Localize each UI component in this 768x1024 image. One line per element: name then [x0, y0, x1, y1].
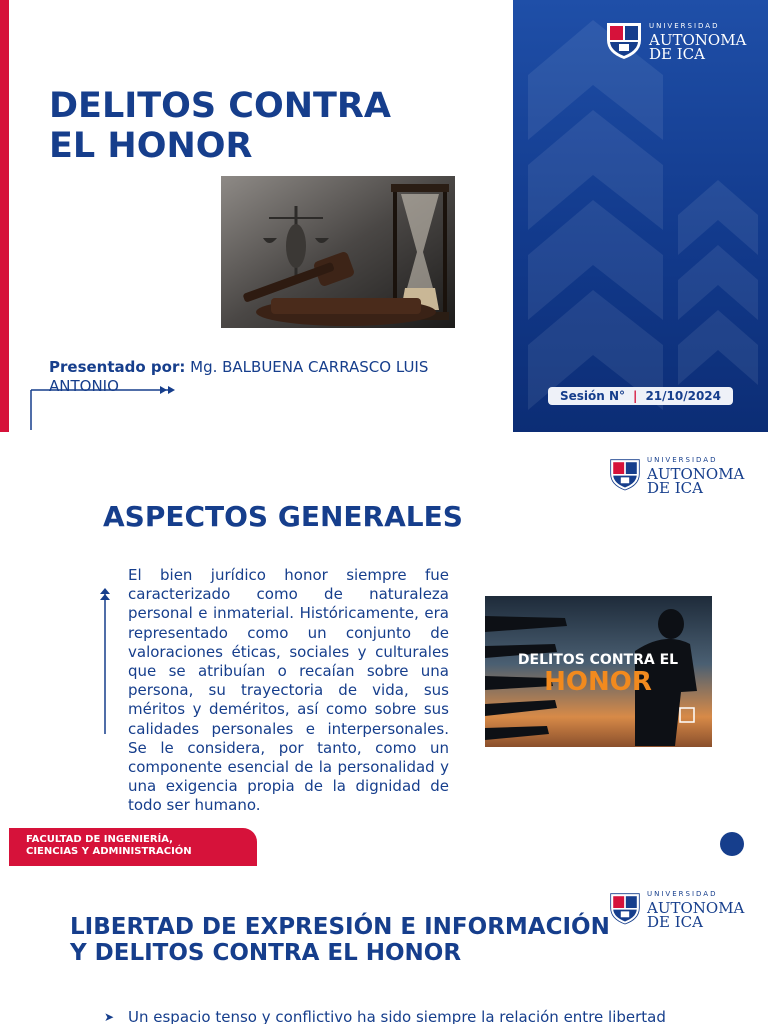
arrow-line-decoration	[30, 380, 180, 432]
honor-cover-image	[485, 596, 712, 747]
presenter-label: Presentado por:	[49, 358, 186, 376]
slide-title	[49, 86, 469, 166]
shield-icon	[605, 20, 643, 60]
red-accent-bar	[0, 0, 9, 432]
decorative-dot	[720, 832, 744, 856]
logo-line-3: DE ICA	[647, 479, 703, 497]
slide-heading: LIBERTAD DE EXPRESIÓN E INFORMACIÓN Y DELITOS CONTRA EL HONOR	[70, 914, 610, 966]
image-title-line-2: HONOR	[544, 667, 652, 697]
libertad-expresion-slide	[0, 868, 768, 1024]
presenter-name: Mg. BALBUENA CARRASCO LUIS ANTONIO	[49, 358, 429, 395]
justice-gavel-photo	[221, 176, 455, 328]
logo-line-3: DE ICA	[649, 45, 705, 63]
logo-line-3: DE ICA	[647, 913, 703, 931]
image-title-line-1: DELITOS CONTRA EL	[517, 652, 679, 668]
logo-line-2: AUTONOMA	[649, 31, 747, 49]
title-line-1: DELITOS CONTRA	[49, 86, 391, 126]
up-arrow-line-decoration	[96, 586, 116, 738]
faculty-banner	[9, 828, 257, 866]
title-line-2: EL HONOR	[49, 126, 253, 166]
title-slide	[0, 0, 768, 432]
session-badge	[548, 387, 733, 405]
logo-line-1: UNIVERSIDAD	[647, 456, 718, 464]
body-paragraph: Un espacio tenso y conflictivo ha sido siempre la relación entre libertad	[128, 1008, 666, 1024]
logo-line-2: AUTONOMA	[647, 465, 745, 483]
session-date: 21/10/2024	[645, 389, 721, 403]
logo-line-1: UNIVERSIDAD	[649, 22, 720, 30]
body-paragraph: El bien jurídico honor siempre fue caracterizado como de naturaleza personal e inmaterial. Históricamente, era representado como un conjunto de valoraciones éticas, sociales y culturales que se atribuían o recaían sobre una persona, su trayectoria de vida, sus méritos y deméritos, así como sobre sus calidades personales e interpersonales. Se le considera, por tanto, como un componente esencial de la personalidad y una exigencia propia de la dignidad de todo ser humano.	[128, 566, 449, 815]
bullet-arrow-icon: ➤	[104, 1010, 115, 1024]
session-separator: |	[633, 389, 638, 403]
session-label: Sesión N°	[560, 389, 626, 403]
university-logo	[609, 453, 744, 495]
blue-side-panel	[513, 0, 768, 432]
slide-heading: ASPECTOS GENERALES	[103, 500, 463, 533]
aspectos-generales-slide	[0, 434, 768, 866]
logo-line-2: AUTONOMA	[647, 899, 745, 917]
faculty-line-2: CIENCIAS Y ADMINISTRACIÓN	[26, 846, 192, 857]
logo-line-1: UNIVERSIDAD	[647, 890, 718, 898]
shield-icon	[609, 457, 641, 491]
faculty-line-1: FACULTAD DE INGENIERÍA,	[26, 834, 173, 845]
university-logo	[605, 19, 746, 61]
chevron-pattern	[513, 0, 768, 432]
